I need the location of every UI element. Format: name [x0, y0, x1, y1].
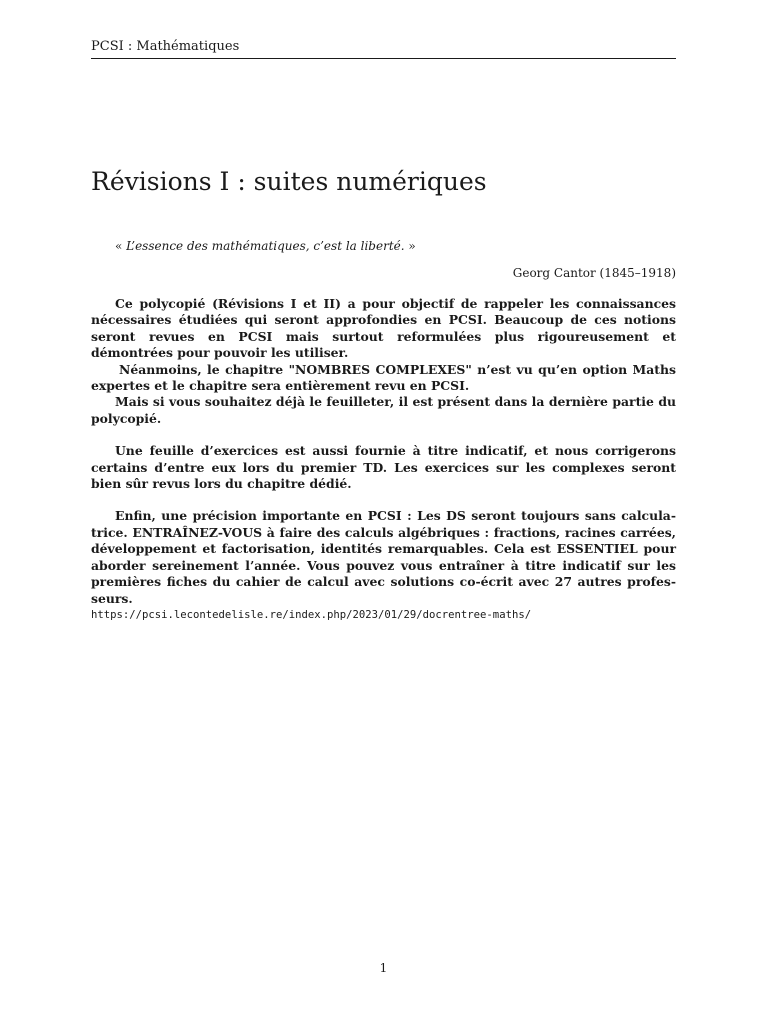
- body-text: [91, 296, 676, 623]
- quote-open-mark: «: [115, 239, 123, 253]
- page-number: 1: [379, 961, 388, 975]
- quote-text: L’essence des mathématiques, c’est la liberté.: [126, 239, 405, 253]
- page-title: Révisions I : suites numériques: [91, 167, 487, 196]
- paragraph-feuilleter: Mais si vous souhaitez déjà le feuilleter, il est présent dans la dernière partie du polycopié.: [91, 394, 676, 426]
- running-header: [91, 39, 676, 59]
- paragraph-complexes: Néanmoins, le chapitre "NOMBRES COMPLEXES" n’est vu qu’en option Maths expertes et le chapitre sera entièrement revu en PCSI.: [91, 361, 676, 394]
- header-text: PCSI : Mathématiques: [91, 39, 240, 54]
- paragraph-intro: Ce polycopié (Révisions I et II) a pour objectif de rappeler les connaissances nécessaires étudiées qui seront approfondies en PCSI. Beaucoup de ces notions seront revues en PCSI mais surtout reformulées plus rigoureusement et démontrées pour pouvoir les utiliser.: [91, 296, 676, 361]
- quote-close-mark: »: [408, 239, 416, 253]
- document-page: [91, 0, 676, 1024]
- paragraph-precision: Enfin, une précision importante en PCSI : Les DS seront toujours sans calculatrice. ENTRAÎNEZ-VOUS à faire des calculs algébriques : fractions, racines carrées, développement et factorisation, identités remarquables. Cela est ESSENTIEL pour aborder sereinement l’année. Vous pouvez vous entraîner à titre indicatif sur les premières fiches du cahier de calcul avec solutions co-écrit avec 27 autres professeurs.: [91, 508, 676, 606]
- paragraph-exercices: Une feuille d’exercices est aussi fournie à titre indicatif, et nous corrigerons certains d’entre eux lors du premier TD. Les exercices sur les complexes seront bien sûr revus lors du chapitre dédié.: [91, 443, 676, 492]
- epigraph-author: Georg Cantor (1845–1918): [512, 266, 676, 280]
- resource-link[interactable]: https://pcsi.lecontedelisle.re/index.php/2023/01/29/docrentree-maths/: [91, 608, 532, 621]
- epigraph-quote: [115, 238, 416, 254]
